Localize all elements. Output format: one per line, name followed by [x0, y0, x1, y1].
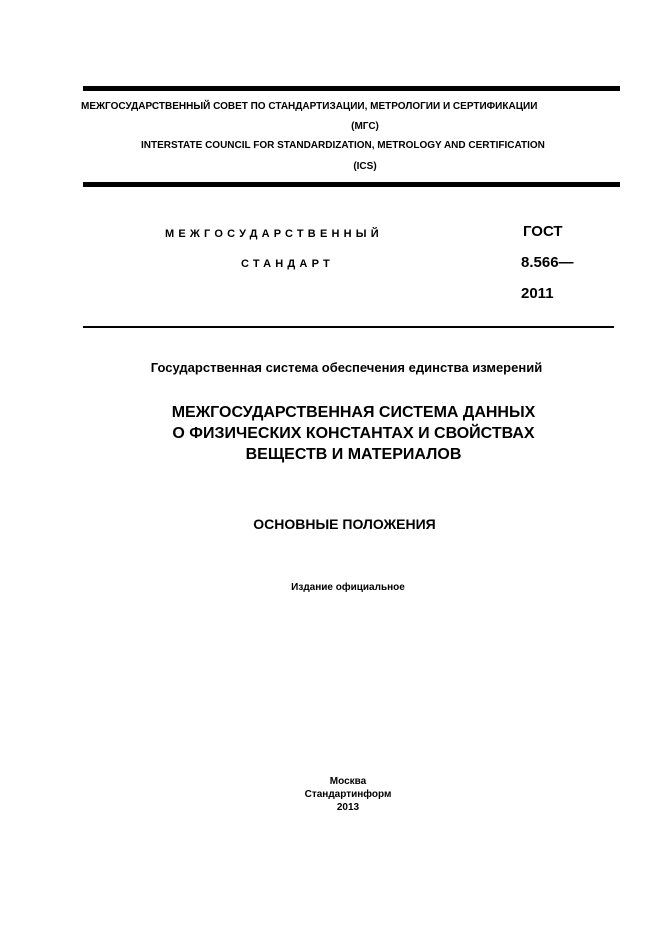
imprint-publisher: Стандартинформ [304, 789, 392, 800]
edition-label: Издание официальное [291, 582, 405, 593]
main-title [0, 402, 661, 465]
top-rule [83, 86, 620, 91]
imprint-city: Москва [329, 776, 367, 787]
council-ru-abbr: (МГС) [351, 121, 379, 132]
gost-year: 2011 [521, 285, 554, 302]
gost-number: 8.566— [521, 254, 574, 271]
standard-type-line2: СТАНДАРТ [241, 258, 334, 270]
header-rule [83, 326, 614, 328]
council-en-abbr: (ICS) [353, 161, 377, 172]
imprint-year: 2013 [336, 802, 360, 813]
imprint [0, 775, 661, 814]
main-title-line3: ВЕЩЕСТВ И МАТЕРИАЛОВ [245, 446, 462, 463]
council-bottom-rule [83, 182, 620, 187]
main-title-line2: О ФИЗИЧЕСКИХ КОНСТАНТАХ И СВОЙСТВАХ [172, 425, 535, 442]
main-title-line1: МЕЖГОСУДАРСТВЕННАЯ СИСТЕМА ДАННЫХ [171, 404, 536, 421]
council-ru-name: МЕЖГОСУДАРСТВЕННЫЙ СОВЕТ ПО СТАНДАРТИЗАЦИИ, МЕТРОЛОГИИ И СЕРТИФИКАЦИИ [81, 101, 538, 112]
document-subtitle: ОСНОВНЫЕ ПОЛОЖЕНИЯ [253, 516, 436, 532]
council-en-name: INTERSTATE COUNCIL FOR STANDARDIZATION, METROLOGY AND CERTIFICATION [141, 140, 545, 151]
standard-type-line1: МЕЖГОСУДАРСТВЕННЫЙ [165, 228, 383, 240]
system-title: Государственная система обеспечения единства измерений [150, 360, 543, 375]
gost-label: ГОСТ [523, 223, 563, 240]
